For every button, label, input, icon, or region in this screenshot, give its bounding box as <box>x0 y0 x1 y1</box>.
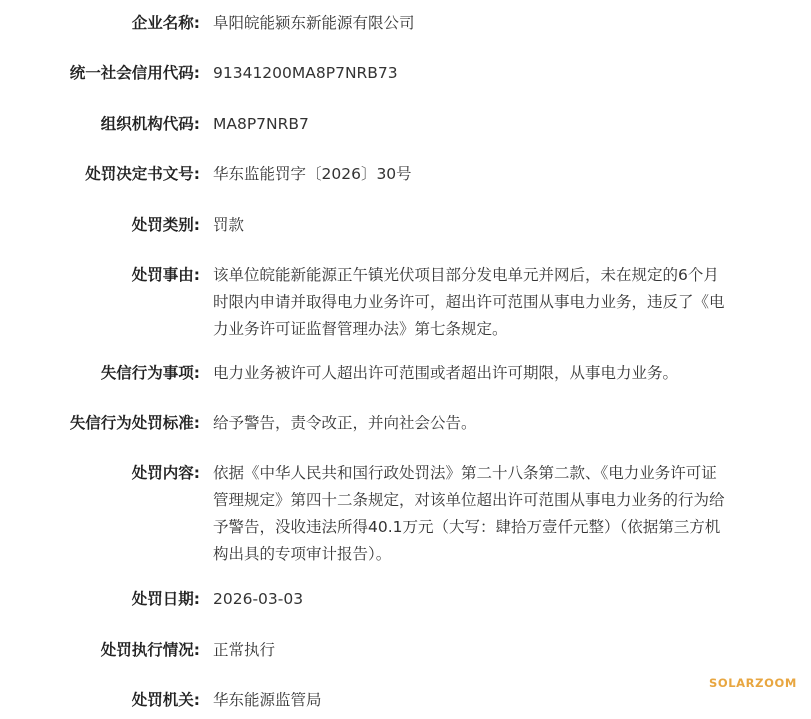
solarzoom-watermark: SOLARZOOM <box>709 676 797 690</box>
field-value: 正常执行 <box>213 641 276 659</box>
field-label: 处罚执行情况: <box>100 641 200 659</box>
field-label: 处罚决定书文号: <box>85 165 200 183</box>
field-value: 电力业务被许可人超出许可范围或者超出许可期限，从事电力业务。 <box>213 364 679 382</box>
field-value: 华东能源监管局 <box>213 691 322 709</box>
field-value: 91341200MA8P7NRB73 <box>213 64 398 82</box>
field-label: 统一社会信用代码: <box>69 64 200 82</box>
field-label: 失信行为处罚标准: <box>69 414 200 432</box>
field-label: 组织机构代码: <box>100 115 200 133</box>
text-line: 时限内申请并取得电力业务许可，超出许可范围从事电力业务，违反了《电 <box>213 293 725 311</box>
text-line: 管理规定》第四十二条规定，对该单位超出许可范围从事电力业务的行为给 <box>213 491 725 509</box>
field-value: MA8P7NRB7 <box>213 115 309 133</box>
field-label: 处罚日期: <box>131 590 200 608</box>
text-line: 力业务许可证监督管理办法》第七条规定。 <box>213 320 508 338</box>
text-line: 予警告，没收违法所得40.1万元（大写：肆拾万壹仟元整）（依据第三方机 <box>213 518 721 536</box>
field-value: 2026-03-03 <box>213 590 304 608</box>
field-value <box>213 460 773 568</box>
field-value: 给予警告，责令改正，并向社会公告。 <box>213 414 477 432</box>
field-value: 罚款 <box>213 216 245 234</box>
field-value <box>213 262 773 343</box>
field-label: 处罚内容: <box>131 464 200 482</box>
text-line: 该单位皖能新能源正午镇光伏项目部分发电单元并网后，未在规定的6个月 <box>213 266 719 284</box>
text-line: 构出具的专项审计报告）。 <box>213 545 392 563</box>
field-value: 阜阳皖能颍东新能源有限公司 <box>213 14 415 32</box>
field-value: 华东监能罚字〔2026〕30号 <box>213 165 412 183</box>
field-label: 企业名称: <box>131 14 200 32</box>
field-label: 失信行为事项: <box>100 364 200 382</box>
field-label: 处罚事由: <box>131 266 200 284</box>
text-line: 依据《中华人民共和国行政处罚法》第二十八条第二款、《电力业务许可证 <box>213 464 717 482</box>
field-label: 处罚类别: <box>131 216 200 234</box>
field-label: 处罚机关: <box>131 691 200 709</box>
